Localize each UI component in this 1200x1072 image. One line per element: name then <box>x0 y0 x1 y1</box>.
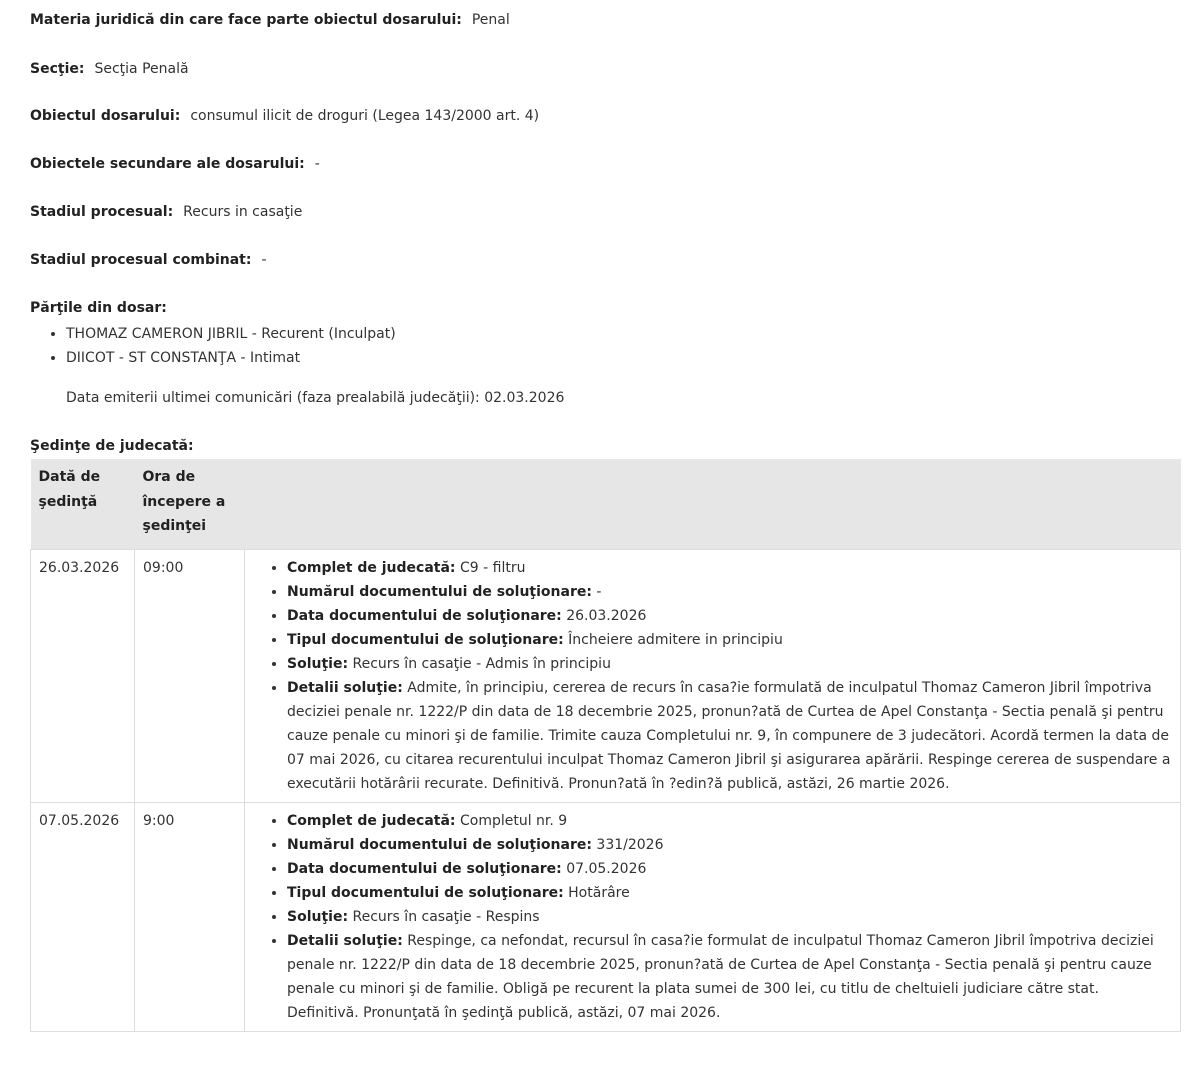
detail-value: Hotărâre <box>568 884 630 901</box>
detail-item <box>287 580 1172 604</box>
field-value: Secţia Penală <box>94 61 189 77</box>
table-row <box>31 802 1181 1031</box>
field-obiecte-secundare <box>30 154 320 174</box>
field-stadiu-procesual <box>30 202 302 222</box>
detail-value: 07.05.2026 <box>566 860 647 877</box>
detail-key: Complet de judecată: <box>287 559 456 576</box>
detail-key: Soluţie: <box>287 655 349 672</box>
session-time: 9:00 <box>135 802 245 1031</box>
detail-value: Respinge, ca nefondat, recursul în casa?ie formulat de inculpatul Thomaz Cameron Jibril împotriva deciziei penale nr. 1222/P din data de 18 decembrie 2025, pronun?ată de Curtea de Apel Constanţa - Sectia penală şi pentru cauze penale cu minori şi de familie. Obligă pe recurent la plata sumei de 300 lei, cu titlu de cheltuieli judiciare către stat. Definitivă. Pronunţată în şedinţă publică, astăzi, 07 mai 2026. <box>287 932 1154 1021</box>
field-value: Penal <box>471 12 510 28</box>
detail-item <box>287 881 1172 905</box>
sessions-table <box>30 459 1181 1032</box>
field-sectie <box>30 59 189 79</box>
detail-value: Încheiere admitere in principiu <box>568 631 783 648</box>
header-details <box>245 459 1181 549</box>
detail-key: Soluţie: <box>287 908 349 925</box>
detail-key: Data documentului de soluţionare: <box>287 607 562 624</box>
session-time: 09:00 <box>135 549 245 802</box>
field-label: Obiectele secundare ale dosarului: <box>30 156 305 172</box>
detail-key: Complet de judecată: <box>287 812 456 829</box>
table-row <box>31 549 1181 802</box>
field-stadiu-combinat <box>30 250 267 270</box>
field-obiect <box>30 106 539 126</box>
party-item: • THOMAZ CAMERON JIBRIL - Recurent (Inculpat) <box>66 322 396 346</box>
detail-value: 26.03.2026 <box>566 607 647 624</box>
detail-item <box>287 652 1172 676</box>
field-label: Stadiul procesual: <box>30 204 174 220</box>
detail-value: - <box>596 583 602 600</box>
detail-key: Numărul documentului de soluţionare: <box>287 836 592 853</box>
detail-item <box>287 556 1172 580</box>
field-value: consumul ilicit de droguri (Legea 143/2000 art. 4) <box>190 108 540 124</box>
detail-item <box>287 809 1172 833</box>
field-label: Materia juridică din care face parte obiectul dosarului: <box>30 12 462 28</box>
detail-key: Detalii soluţie: <box>287 679 403 696</box>
field-label: Stadiul procesual combinat: <box>30 252 252 268</box>
detail-item <box>287 628 1172 652</box>
details-list <box>253 809 1172 1025</box>
session-date: 26.03.2026 <box>31 549 135 802</box>
sessions-title: Şedinţe de judecată: <box>30 438 194 454</box>
parties-section <box>30 298 396 370</box>
detail-value: Admite, în principiu, cererea de recurs în casa?ie formulată de inculpatul Thomaz Cameron Jibril împotriva deciziei penale nr. 1222/P din data de 18 decembrie 2025, pronun?ată de Curtea de Apel Constanţa - Sectia penală şi pentru cauze penale cu minori şi de familie. Trimite cauza Completului nr. 9, în compunere de 3 judecători. Acordă termen la data de 07 mai 2026, cu citarea recurentului inculpat Thomaz Cameron Jibril şi asigurarea apărării. Respinge cererea de suspendare a executării hotărârii recurate. Definitivă. Pronun?ată în ?edin?ă publică, astăzi, 26 martie 2026. <box>287 679 1171 792</box>
table-header-row <box>31 459 1181 549</box>
detail-key: Tipul documentului de soluţionare: <box>287 631 564 648</box>
detail-value: Completul nr. 9 <box>459 812 568 829</box>
detail-item <box>287 905 1172 929</box>
header-date: Dată de şedinţă <box>31 459 135 549</box>
field-label: Secţie: <box>30 61 85 77</box>
session-date: 07.05.2026 <box>31 802 135 1031</box>
details-list <box>253 556 1172 796</box>
field-value: - <box>314 156 320 172</box>
detail-item <box>287 857 1172 881</box>
parties-label: Părţile din dosar: <box>30 300 167 316</box>
detail-item <box>287 929 1172 1025</box>
detail-item <box>287 833 1172 857</box>
header-time: Ora de începere a şedinţei <box>135 459 245 549</box>
detail-value: 331/2026 <box>596 836 664 853</box>
parties-list <box>30 322 396 370</box>
field-value: - <box>261 252 267 268</box>
detail-item <box>287 676 1172 796</box>
field-materia <box>30 10 510 30</box>
detail-key: Numărul documentului de soluţionare: <box>287 583 592 600</box>
field-label: Obiectul dosarului: <box>30 108 181 124</box>
session-details <box>245 802 1181 1031</box>
field-value: Recurs in casaţie <box>183 204 303 220</box>
detail-key: Detalii soluţie: <box>287 932 403 949</box>
session-details <box>245 549 1181 802</box>
last-communication: Data emiterii ultimei comunicări (faza prealabilă judecăţii): 02.03.2026 <box>66 390 565 406</box>
detail-key: Tipul documentului de soluţionare: <box>287 884 564 901</box>
detail-item <box>287 604 1172 628</box>
detail-key: Data documentului de soluţionare: <box>287 860 562 877</box>
detail-value: Recurs în casaţie - Respins <box>352 908 540 925</box>
party-item: • DIICOT - ST CONSTANŢA - Intimat <box>66 346 396 370</box>
detail-value: C9 - filtru <box>459 559 526 576</box>
detail-value: Recurs în casaţie - Admis în principiu <box>352 655 611 672</box>
